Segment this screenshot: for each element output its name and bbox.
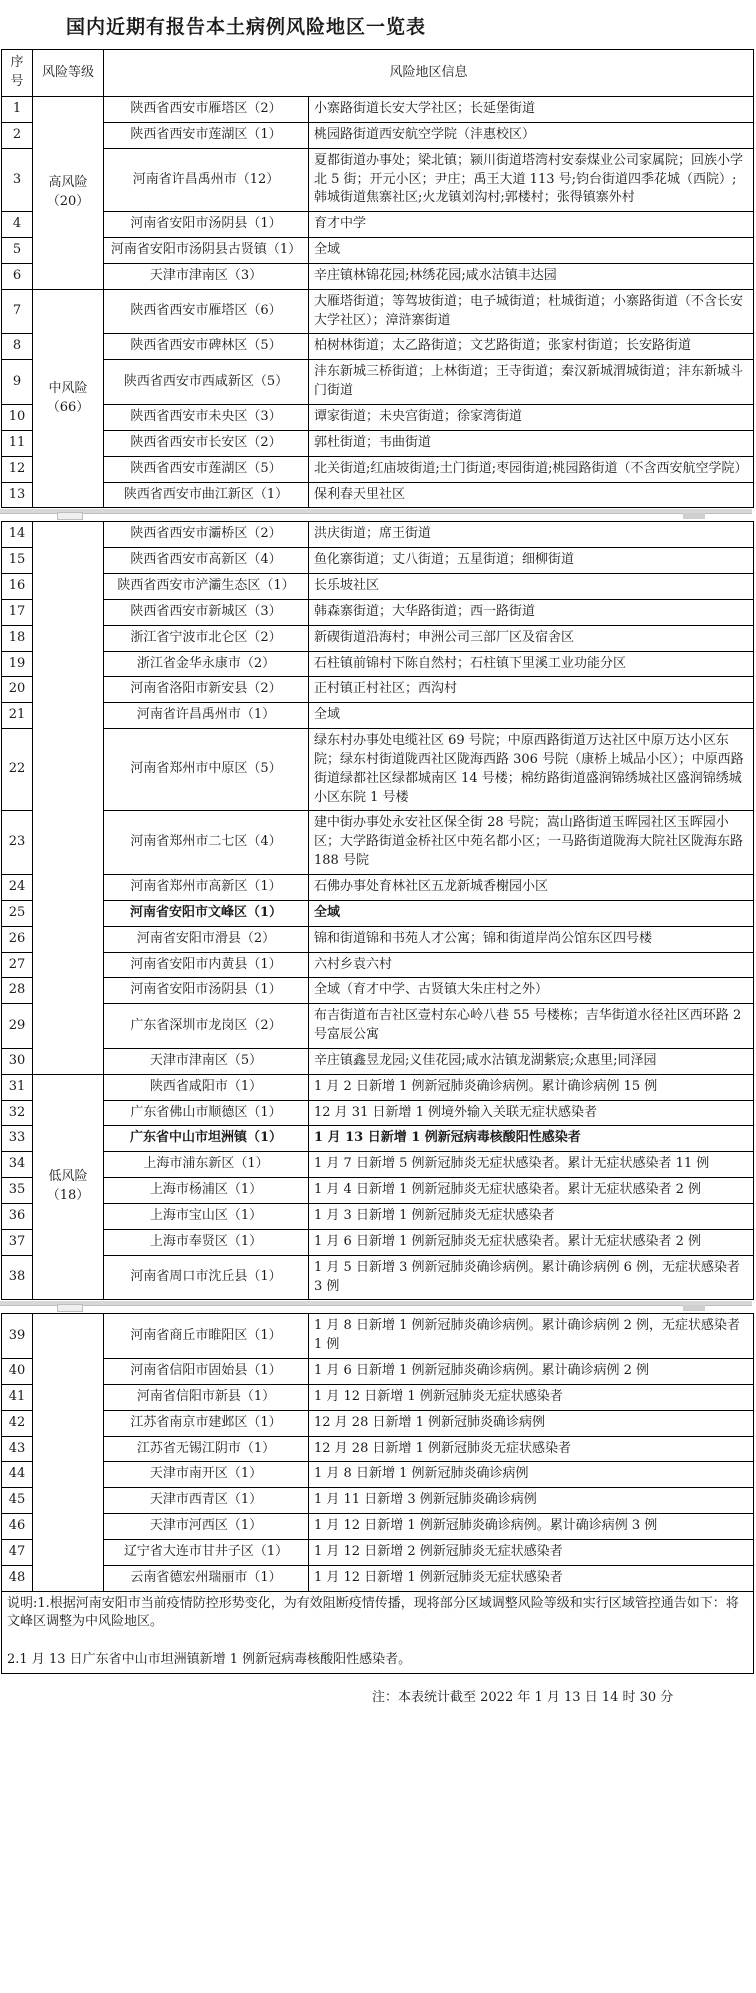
- table-row: [2, 811, 754, 875]
- serial-cell: 22: [2, 729, 33, 811]
- info-cell: 育才中学: [309, 212, 754, 238]
- serial-cell: 41: [2, 1384, 33, 1410]
- info-cell: 1 月 12 日新增 1 例新冠肺炎无症状感染者: [309, 1565, 754, 1591]
- risk-table-block-3: [1, 1313, 754, 1674]
- table-row: [2, 1359, 754, 1385]
- header-risk-info: 风险地区信息: [104, 50, 754, 97]
- location-cell: 江苏省南京市建邺区（1）: [104, 1410, 309, 1436]
- location-cell: 天津市河西区（1）: [104, 1514, 309, 1540]
- stats-cutoff-note: 注：本表统计截至 2022 年 1 月 13 日 14 时 30 分: [372, 1690, 674, 1706]
- location-cell: 广东省中山市坦洲镇（1）: [104, 1126, 309, 1152]
- table-body: [2, 1314, 754, 1674]
- info-cell: 韩森寨街道；大华路街道；西一路街道: [309, 599, 754, 625]
- location-cell: 陕西省西安市高新区（4）: [104, 548, 309, 574]
- table-row: [2, 1514, 754, 1540]
- info-cell: 辛庄镇林锦花园;林绣花园;咸水沽镇丰达园: [309, 263, 754, 289]
- table-row: [2, 1410, 754, 1436]
- location-cell: 河南省信阳市新县（1）: [104, 1384, 309, 1410]
- risk-level-name: 中风险: [48, 380, 88, 396]
- info-cell: 长乐坡社区: [309, 574, 754, 600]
- serial-cell: 18: [2, 625, 33, 651]
- location-cell: 陕西省西安市新城区（3）: [104, 599, 309, 625]
- location-cell: 河南省安阳市汤阴县古贤镇（1）: [104, 238, 309, 264]
- table-row: [2, 574, 754, 600]
- risk-level-cell: [33, 97, 104, 290]
- page-title: 国内近期有报告本土病例风险地区一览表: [66, 16, 427, 38]
- info-cell: 谭家街道；未央宫街道；徐家湾街道: [309, 404, 754, 430]
- note-line-1: 说明:1.根据河南安阳市当前疫情防控形势变化，为有效阻断疫情传播，现将部分区域调整风险等级和实行区域管控通告如下：将文峰区调整为中风险地区。: [7, 1595, 739, 1630]
- serial-cell: 3: [2, 148, 33, 212]
- info-cell: 1 月 2 日新增 1 例新冠肺炎确诊病例。累计确诊病例 15 例: [309, 1074, 754, 1100]
- serial-cell: 7: [2, 289, 33, 334]
- table-row: [2, 1004, 754, 1049]
- serial-cell: 48: [2, 1565, 33, 1591]
- table-row: [2, 1152, 754, 1178]
- risk-level-count: （20）: [46, 193, 90, 209]
- serial-cell: 35: [2, 1178, 33, 1204]
- serial-cell: 36: [2, 1203, 33, 1229]
- serial-cell: 10: [2, 404, 33, 430]
- location-cell: 河南省许昌禹州市（12）: [104, 148, 309, 212]
- location-cell: 河南省郑州市高新区（1）: [104, 875, 309, 901]
- table-header: [2, 50, 754, 97]
- header-serial: 序号: [2, 50, 33, 97]
- page-break-divider: [0, 508, 756, 521]
- info-cell: 1 月 12 日新增 2 例新冠肺炎无症状感染者: [309, 1539, 754, 1565]
- risk-level-cell: [33, 522, 104, 1074]
- serial-cell: 21: [2, 703, 33, 729]
- table-row: [2, 1178, 754, 1204]
- info-cell: 桃园路街道西安航空学院（沣惠校区）: [309, 122, 754, 148]
- info-cell: 全域（育才中学、古贤镇大朱庄村之外）: [309, 978, 754, 1004]
- risk-level-name: 低风险: [48, 1169, 88, 1185]
- page-break-tab-right: [683, 513, 705, 519]
- serial-cell: 44: [2, 1462, 33, 1488]
- table-row: [2, 97, 754, 123]
- serial-cell: 28: [2, 978, 33, 1004]
- page-break-strip: [0, 1301, 752, 1306]
- info-cell: 1 月 6 日新增 1 例新冠肺炎无症状感染者。累计无症状感染者 2 例: [309, 1229, 754, 1255]
- table-row: [2, 651, 754, 677]
- table-row: [2, 1074, 754, 1100]
- info-cell: 鱼化寨街道；丈八街道；五星街道；细柳街道: [309, 548, 754, 574]
- table-row: [2, 1488, 754, 1514]
- location-cell: 天津市津南区（3）: [104, 263, 309, 289]
- serial-cell: 20: [2, 677, 33, 703]
- info-cell: 1 月 6 日新增 1 例新冠肺炎确诊病例。累计确诊病例 2 例: [309, 1359, 754, 1385]
- note-spacer: [7, 1632, 748, 1651]
- table-row: [2, 677, 754, 703]
- table-row: [2, 729, 754, 811]
- info-cell: 12 月 31 日新增 1 例境外输入关联无症状感染者: [309, 1100, 754, 1126]
- serial-cell: 6: [2, 263, 33, 289]
- table-row: [2, 430, 754, 456]
- table-row: [2, 289, 754, 334]
- info-cell: 北关街道;红庙坡街道;土门街道;枣园街道;桃园路街道（不含西安航空学院）: [309, 456, 754, 482]
- header-risk-level: 风险等级: [33, 50, 104, 97]
- serial-cell: 9: [2, 360, 33, 405]
- serial-cell: 13: [2, 482, 33, 508]
- location-cell: 陕西省西安市雁塔区（6）: [104, 289, 309, 334]
- info-cell: 正村镇正村社区；西沟村: [309, 677, 754, 703]
- info-cell: 全域: [309, 900, 754, 926]
- table-row: [2, 703, 754, 729]
- table-row: [2, 548, 754, 574]
- info-cell: 郭杜街道；韦曲街道: [309, 430, 754, 456]
- risk-level-name: 高风险: [48, 175, 88, 191]
- table-row: [2, 482, 754, 508]
- serial-cell: 25: [2, 900, 33, 926]
- risk-table-block-1: [1, 49, 754, 508]
- table-row: [2, 1255, 754, 1300]
- location-cell: 陕西省西安市西咸新区（5）: [104, 360, 309, 405]
- table-row: [2, 1436, 754, 1462]
- location-cell: 河南省安阳市滑县（2）: [104, 926, 309, 952]
- info-cell: 1 月 7 日新增 5 例新冠肺炎无症状感染者。累计无症状感染者 11 例: [309, 1152, 754, 1178]
- table-row: [2, 625, 754, 651]
- serial-cell: 24: [2, 875, 33, 901]
- info-cell: 洪庆街道；席王街道: [309, 522, 754, 548]
- location-cell: 天津市西青区（1）: [104, 1488, 309, 1514]
- serial-cell: 5: [2, 238, 33, 264]
- table-row: [2, 1539, 754, 1565]
- location-cell: 河南省安阳市文峰区（1）: [104, 900, 309, 926]
- serial-cell: 32: [2, 1100, 33, 1126]
- location-cell: 广东省深圳市龙岗区（2）: [104, 1004, 309, 1049]
- serial-cell: 30: [2, 1048, 33, 1074]
- serial-cell: 19: [2, 651, 33, 677]
- info-cell: 小寨路街道长安大学社区；长延堡街道: [309, 97, 754, 123]
- info-cell: 全域: [309, 703, 754, 729]
- location-cell: 河南省安阳市内黄县（1）: [104, 952, 309, 978]
- serial-cell: 47: [2, 1539, 33, 1565]
- page-break-tab-left: [57, 512, 83, 520]
- info-cell: 1 月 12 日新增 1 例新冠肺炎确诊病例。累计确诊病例 3 例: [309, 1514, 754, 1540]
- risk-level-count: （66）: [46, 399, 90, 415]
- info-cell: 1 月 4 日新增 1 例新冠肺炎无症状感染者。累计无症状感染者 2 例: [309, 1178, 754, 1204]
- location-cell: 陕西省西安市灞桥区（2）: [104, 522, 309, 548]
- location-cell: 陕西省西安市浐灞生态区（1）: [104, 574, 309, 600]
- location-cell: 上海市浦东新区（1）: [104, 1152, 309, 1178]
- serial-cell: 8: [2, 334, 33, 360]
- location-cell: 陕西省西安市莲湖区（5）: [104, 456, 309, 482]
- risk-table-block-2: [1, 521, 754, 1300]
- serial-cell: 14: [2, 522, 33, 548]
- info-cell: 辛庄镇鑫昱龙园;义佳花园;咸水沽镇龙湖紫宸;众惠里;同泽园: [309, 1048, 754, 1074]
- table-row: [2, 334, 754, 360]
- serial-cell: 23: [2, 811, 33, 875]
- location-cell: 陕西省西安市曲江新区（1）: [104, 482, 309, 508]
- info-cell: 石柱镇前锦村下陈自然村；石柱镇下里溪工业功能分区: [309, 651, 754, 677]
- serial-cell: 45: [2, 1488, 33, 1514]
- table-row: [2, 952, 754, 978]
- table-row: [2, 1126, 754, 1152]
- location-cell: 河南省郑州市中原区（5）: [104, 729, 309, 811]
- info-cell: 1 月 11 日新增 3 例新冠肺炎确诊病例: [309, 1488, 754, 1514]
- location-cell: 河南省安阳市汤阴县（1）: [104, 978, 309, 1004]
- table-row: [2, 875, 754, 901]
- serial-cell: 17: [2, 599, 33, 625]
- serial-cell: 11: [2, 430, 33, 456]
- page-break-divider: [0, 1300, 756, 1313]
- notes-row: [2, 1591, 754, 1674]
- info-cell: 锦和街道锦和书苑人才公寓；锦和街道岸尚公馆东区四号楼: [309, 926, 754, 952]
- serial-cell: 2: [2, 122, 33, 148]
- page-break-tab-right: [683, 1305, 705, 1311]
- serial-cell: 40: [2, 1359, 33, 1385]
- info-cell: 大雁塔街道；等驾坡街道；电子城街道；杜城街道；小寨路街道（不含长安大学社区）；漳浒寨街道: [309, 289, 754, 334]
- page-break-tab-left: [57, 1304, 83, 1312]
- table-row: [2, 1100, 754, 1126]
- serial-cell: 34: [2, 1152, 33, 1178]
- table-row: [2, 900, 754, 926]
- info-cell: 建中街办事处永安社区保全街 28 号院；嵩山路街道玉晖园社区玉晖园小区；大学路街道金桥社区中苑名都小区；一马路街道陇海大院社区陇海东路 188 号院: [309, 811, 754, 875]
- table-row: [2, 360, 754, 405]
- serial-cell: 38: [2, 1255, 33, 1300]
- serial-cell: 43: [2, 1436, 33, 1462]
- location-cell: 河南省安阳市汤阴县（1）: [104, 212, 309, 238]
- header-row: [2, 50, 754, 97]
- location-cell: 浙江省金华永康市（2）: [104, 651, 309, 677]
- table-row: [2, 522, 754, 548]
- table-row: [2, 978, 754, 1004]
- location-cell: 河南省商丘市睢阳区（1）: [104, 1314, 309, 1359]
- serial-cell: 27: [2, 952, 33, 978]
- serial-cell: 1: [2, 97, 33, 123]
- info-cell: 1 月 12 日新增 1 例新冠肺炎无症状感染者: [309, 1384, 754, 1410]
- risk-area-table-container: [0, 49, 756, 1674]
- table-body: [2, 522, 754, 1300]
- table-row: [2, 238, 754, 264]
- location-cell: 广东省佛山市顺德区（1）: [104, 1100, 309, 1126]
- risk-level-cell: [33, 289, 104, 508]
- risk-level-count: （18）: [46, 1188, 90, 1204]
- serial-cell: 46: [2, 1514, 33, 1540]
- table-row: [2, 212, 754, 238]
- location-cell: 陕西省西安市莲湖区（1）: [104, 122, 309, 148]
- table-row: [2, 1203, 754, 1229]
- info-cell: 沣东新城三桥街道；上林街道；王寺街道；秦汉新城渭城街道；沣东新城斗门街道: [309, 360, 754, 405]
- info-cell: 柏树林街道；太乙路街道；文艺路街道；张家村街道；长安路街道: [309, 334, 754, 360]
- location-cell: 河南省洛阳市新安县（2）: [104, 677, 309, 703]
- table-row: [2, 456, 754, 482]
- notes-cell: [2, 1591, 754, 1674]
- table-row: [2, 148, 754, 212]
- info-cell: 石佛办事处育林社区五龙新城香榭园小区: [309, 875, 754, 901]
- location-cell: 河南省信阳市固始县（1）: [104, 1359, 309, 1385]
- location-cell: 天津市津南区（5）: [104, 1048, 309, 1074]
- info-cell: 绿东村办事处电缆社区 69 号院；中原西路街道万达社区中原万达小区东院；绿东村街道陇西社区陇海西路 306 号院（康桥上城品小区）；中原西路街道绿都社区绿都城南区 14 号楼；棉纺路街道盛润锦绣城社区盛润锦绣城小区东院 1 号楼: [309, 729, 754, 811]
- serial-cell: 4: [2, 212, 33, 238]
- note-line-2: 2.1 月 13 日广东省中山市坦洲镇新增 1 例新冠病毒核酸阳性感染者。: [7, 1652, 412, 1668]
- page-break-strip: [0, 509, 752, 514]
- location-cell: 上海市奉贤区（1）: [104, 1229, 309, 1255]
- table-row: [2, 599, 754, 625]
- table-row: [2, 1314, 754, 1359]
- serial-cell: 16: [2, 574, 33, 600]
- location-cell: 天津市南开区（1）: [104, 1462, 309, 1488]
- info-cell: 夏都街道办事处；梁北镇；颍川街道塔湾村安泰煤业公司家属院；回族小学北 5 街；开元小区；尹庄；禹王大道 113 号;钧台街道四季花城（西院）;韩城街道焦寨社区;火龙镇刘沟村;郭楼村；张得镇寨外村: [309, 148, 754, 212]
- location-cell: 陕西省西安市未央区（3）: [104, 404, 309, 430]
- serial-cell: 31: [2, 1074, 33, 1100]
- location-cell: 云南省德宏州瑞丽市（1）: [104, 1565, 309, 1591]
- info-cell: 新碶街道沿海村；申洲公司三部厂区及宿舍区: [309, 625, 754, 651]
- table-row: [2, 263, 754, 289]
- table-body: [2, 97, 754, 508]
- serial-cell: 42: [2, 1410, 33, 1436]
- location-cell: 河南省许昌禹州市（1）: [104, 703, 309, 729]
- info-cell: 布吉街道布吉社区壹村东心岭八巷 55 号楼栋；吉华街道水径社区西环路 2 号富辰公寓: [309, 1004, 754, 1049]
- info-cell: 六村乡袁六村: [309, 952, 754, 978]
- info-cell: 1 月 8 日新增 1 例新冠肺炎确诊病例。累计确诊病例 2 例，无症状感染者 1 例: [309, 1314, 754, 1359]
- serial-cell: 33: [2, 1126, 33, 1152]
- serial-cell: 26: [2, 926, 33, 952]
- table-row: [2, 1048, 754, 1074]
- table-row: [2, 1384, 754, 1410]
- info-cell: 保利春天里社区: [309, 482, 754, 508]
- table-row: [2, 1462, 754, 1488]
- table-row: [2, 1229, 754, 1255]
- location-cell: 陕西省咸阳市（1）: [104, 1074, 309, 1100]
- info-cell: 1 月 5 日新增 3 例新冠肺炎确诊病例。累计确诊病例 6 例，无症状感染者 3 例: [309, 1255, 754, 1300]
- risk-level-cell: [33, 1314, 104, 1591]
- location-cell: 江苏省无锡江阴市（1）: [104, 1436, 309, 1462]
- location-cell: 浙江省宁波市北仑区（2）: [104, 625, 309, 651]
- serial-cell: 15: [2, 548, 33, 574]
- serial-cell: 37: [2, 1229, 33, 1255]
- location-cell: 河南省郑州市二七区（4）: [104, 811, 309, 875]
- table-row: [2, 1565, 754, 1591]
- location-cell: 陕西省西安市雁塔区（2）: [104, 97, 309, 123]
- info-cell: 1 月 13 日新增 1 例新冠病毒核酸阳性感染者: [309, 1126, 754, 1152]
- location-cell: 河南省周口市沈丘县（1）: [104, 1255, 309, 1300]
- location-cell: 陕西省西安市长安区（2）: [104, 430, 309, 456]
- info-cell: 12 月 28 日新增 1 例新冠肺炎无症状感染者: [309, 1436, 754, 1462]
- info-cell: 12 月 28 日新增 1 例新冠肺炎确诊病例: [309, 1410, 754, 1436]
- serial-cell: 39: [2, 1314, 33, 1359]
- location-cell: 上海市杨浦区（1）: [104, 1178, 309, 1204]
- table-row: [2, 404, 754, 430]
- info-cell: 全域: [309, 238, 754, 264]
- location-cell: 辽宁省大连市甘井子区（1）: [104, 1539, 309, 1565]
- info-cell: 1 月 3 日新增 1 例新冠肺炎无症状感染者: [309, 1203, 754, 1229]
- location-cell: 上海市宝山区（1）: [104, 1203, 309, 1229]
- location-cell: 陕西省西安市碑林区（5）: [104, 334, 309, 360]
- risk-level-cell: [33, 1074, 104, 1300]
- table-row: [2, 926, 754, 952]
- serial-cell: 12: [2, 456, 33, 482]
- serial-cell: 29: [2, 1004, 33, 1049]
- table-row: [2, 122, 754, 148]
- info-cell: 1 月 8 日新增 1 例新冠肺炎确诊病例: [309, 1462, 754, 1488]
